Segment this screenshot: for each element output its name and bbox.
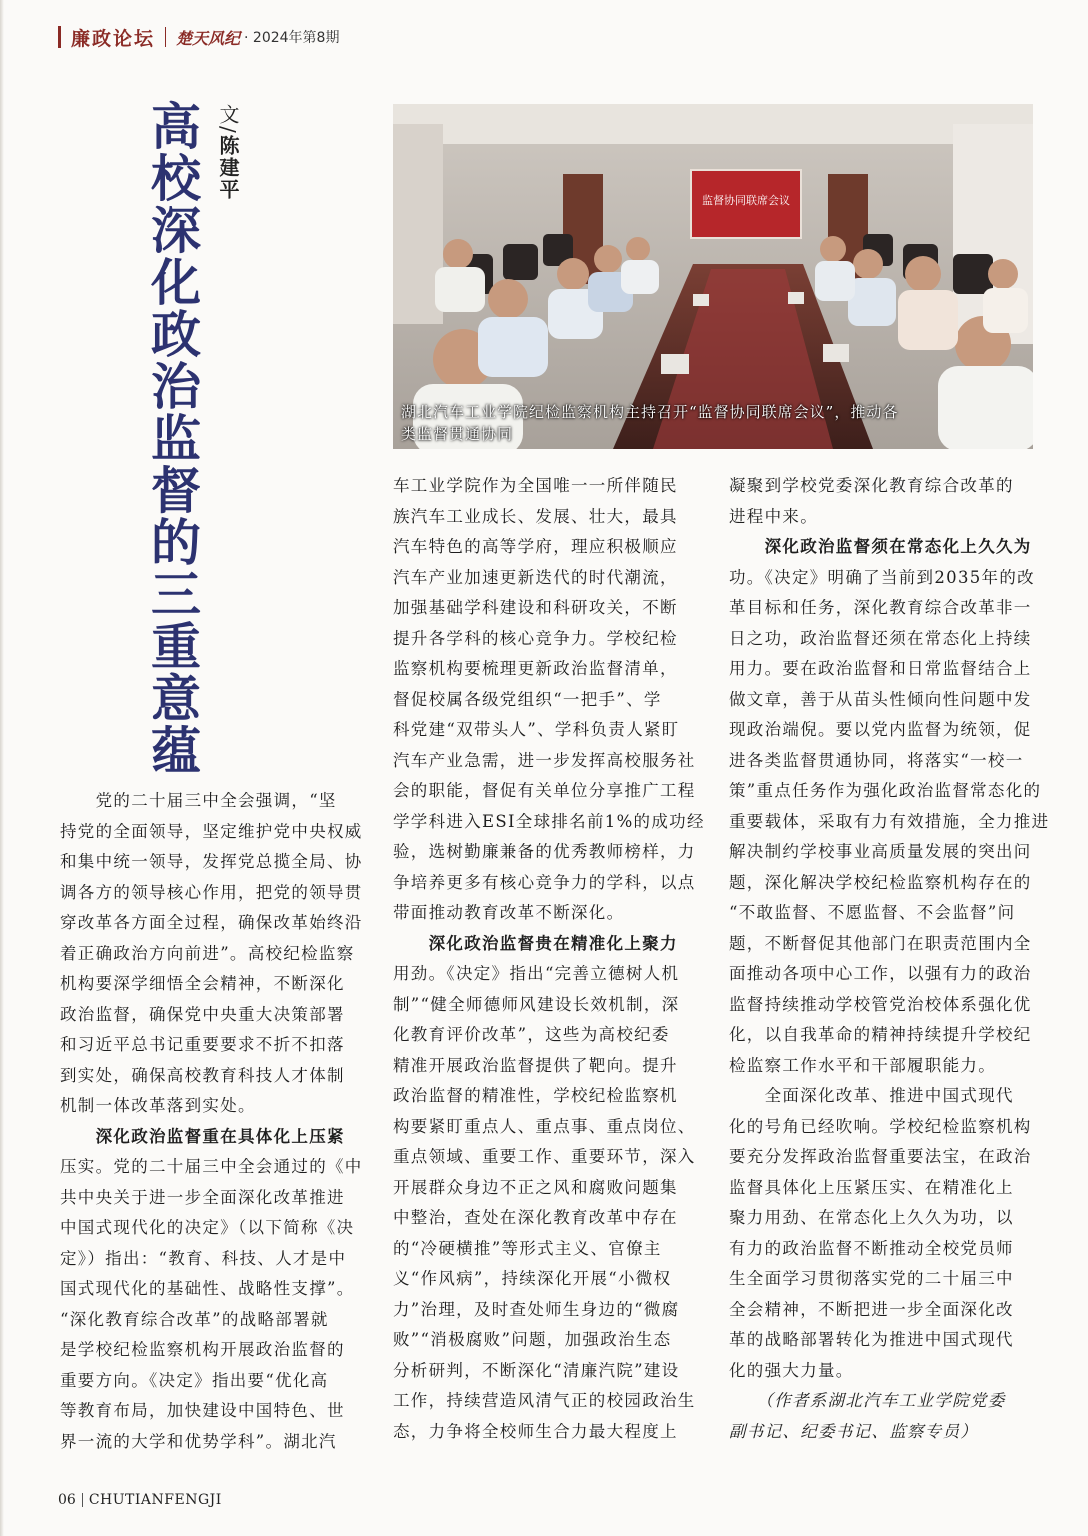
body-line: 到实处，确保高校教育科技人才体制 [60,1065,345,1085]
body-line: 是学校纪检监察机构开展政治监督的 [60,1340,345,1359]
body-line: “深化教育综合改革”的战略部署就 [60,1309,329,1329]
page-spine-shadow [0,0,4,1536]
body-line: 着正确政治方向前进”。高校纪检监察 [60,943,355,963]
header-separator [165,27,166,47]
footer-separator [82,1493,83,1507]
body-line: 功。《决定》明确了当前到2035年的改 [729,567,1035,587]
body-line: 科党建“双带头人”、学科负责人紧盯 [393,720,680,739]
body-line: 中整治，查处在深化教育改革中存在 [393,1208,678,1227]
body-line: 进各类监督贯通协同，将落实“一校一 [729,750,1024,770]
author-byline [214,104,243,201]
page-number: 06 [58,1492,76,1508]
body-line: 机制一体改革落到实处。 [60,1096,256,1115]
body-line: 题，深化解决学校纪检监察机构存在的 [729,872,1032,892]
body-line: 车工业学院作为全国唯一一所伴随民 [393,476,678,495]
body-line: 日之功，政治监督还须在常态化上持续 [729,628,1032,648]
meeting-photo [393,104,1033,449]
banner-text: 监督协同联席会议 [702,194,790,207]
body-line: 汽车产业急需，进一步发挥高校服务社 [393,750,696,770]
author-prefix: 文/ [216,104,240,135]
body-line: 学学科进入ESI全球排名前1%的成功经 [393,811,705,831]
body-line: 的“冷硬横推”等形式主义、官僚主 [393,1238,662,1258]
body-line: “不敢监督、不愿监督、不会监督”问 [729,903,1016,922]
page-footer [58,1492,222,1508]
body-line: 界一流的大学和优势学科”。湖北汽 [60,1431,337,1451]
author-note-line: 副书记、纪委书记、监察专员） [729,1421,979,1441]
body-line: 中国式现代化的决定》（以下简称《决 [60,1218,355,1237]
body-line: 面推动各项中心工作，以强有力的政治 [729,964,1032,983]
body-line: 政治监督的精准性，学校纪检监察机 [393,1086,678,1105]
section-heading-line: 深化政治监督须在常态化上久久为 [729,537,1032,556]
body-line: 调各方的领导核心作用，把党的领导贯 [60,882,363,902]
body-line: 用劲。《决定》指出“完善立德树人机 [393,964,680,983]
body-line: 有力的政治监督不断推动全校党员师 [729,1238,1014,1258]
body-line: 态，力争将全校师生合力最大程度上 [393,1421,678,1441]
body-line: 穿改革各方面全过程，确保改革始终沿 [60,913,363,932]
body-line: 化教育评价改革”，这些为高校纪委 [393,1025,670,1044]
body-line: 加强基础学科建设和科研攻关，不断 [393,598,678,617]
photo-caption-line: 湖北汽车工业学院纪检监察机构主持召开“监督协同联席会议”，推动各 [401,403,899,421]
body-line: 监督具体化上压紧压实、在精准化上 [729,1177,1014,1197]
text-column-2 [393,471,703,1447]
body-line: 汽车特色的高等学府，理应积极顺应 [393,537,678,556]
body-line: 等教育布局，加快建设中国特色、世 [60,1401,345,1420]
body-line: 精准开展政治监督提供了靶向。提升 [393,1055,678,1075]
body-line: 化，以自我革命的精神持续提升学校纪 [729,1025,1032,1044]
body-line: 构要紧盯重点人、重点事、重点岗位、 [393,1116,696,1136]
text-column-3 [729,471,1050,1447]
body-line: 败”“消极腐败”问题，加强政治生态 [393,1330,672,1349]
body-line: 族汽车工业成长、发展、壮大，最具 [393,506,678,526]
body-line: 革的战略部署转化为推进中国式现代 [729,1330,1014,1349]
body-line: 全会精神，不断把进一步全面深化改 [729,1299,1014,1319]
photo-caption [393,397,1033,449]
issue-label: · 2024年第8期 [244,30,340,46]
text-column-1 [60,786,370,1457]
body-line: 持党的全面领导，坚定维护党中央权威 [60,821,363,841]
body-line: 义“作风病”，持续深化开展“小微权 [393,1269,672,1288]
body-line: 分析研判，不断深化“清廉汽院”建设 [393,1360,680,1380]
header-accent-bar [58,26,61,48]
page-header [58,22,339,52]
body-line: 检监察工作水平和干部履职能力。 [729,1055,996,1075]
section-heading-line: 深化政治监督重在具体化上压紧 [60,1126,345,1146]
body-line: 机构要深学细悟全会精神，不断深化 [60,974,345,993]
body-line: 生全面学习贯彻落实党的二十届三中 [729,1269,1014,1288]
body-line: 聚力用劲、在常态化上久久为功，以 [729,1208,1014,1227]
body-line: 提升各学科的核心竞争力。学校纪检 [393,628,678,648]
body-line: 化的号角已经吹响。学校纪检监察机构 [729,1116,1032,1136]
body-line: 重点领域、重要工作、重要环节，深入 [393,1147,696,1166]
body-line: 要充分发挥政治监督重要法宝，在政治 [729,1147,1032,1166]
body-line: 会的职能，督促有关单位分享推广工程 [393,781,696,800]
body-line: 开展群众身边不正之风和腐败问题集 [393,1177,678,1197]
body-line: 督促校属各级党组织“一把手”、学 [393,689,662,709]
article-title: 高校深化政治监督的三重意蕴 [143,100,202,776]
body-line: 带面推动教育改革不断深化。 [393,903,625,922]
body-line: 验，选树勤廉兼备的优秀教师榜样，力 [393,842,696,861]
body-line: 工作，持续营造风清气正的校园政治生 [393,1391,696,1410]
body-line: 压实。党的二十届三中全会通过的《中 [60,1157,363,1176]
body-line: 凝聚到学校党委深化教育综合改革的 [729,476,1014,495]
body-line: 政治监督，确保党中央重大决策部署 [60,1004,345,1024]
body-line: 革目标和任务，深化教育综合改革非一 [729,598,1032,617]
body-line: 用力。要在政治监督和日常监督结合上 [729,659,1032,678]
body-line: 力”治理，及时查处师生身边的“微腐 [393,1299,680,1319]
author-name: 陈建平 [216,134,240,201]
magazine-logo: 楚天风纪 [176,28,241,48]
body-line: 汽车产业加速更新迭代的时代潮流， [393,567,678,587]
body-line: 监督持续推动学校管党治校体系强化优 [729,994,1032,1014]
body-line: 国式现代化的基础性、战略性支撑”。 [60,1279,355,1298]
body-line: 策”重点任务作为强化政治监督常态化的 [729,781,1042,800]
body-line: 重要载体，采取有力有效措施，全力推进 [729,811,1050,831]
body-line: 共中央关于进一步全面深化改革推进 [60,1187,345,1207]
body-line: 重要方向。《决定》指出要“优化高 [60,1370,329,1390]
body-line: 化的强大力量。 [729,1360,854,1380]
body-line: 现政治端倪。要以党内监督为统领，促 [729,720,1032,739]
column-name: 廉政论坛 [71,27,156,50]
body-line: 全面深化改革、推进中国式现代 [729,1086,1014,1105]
photo-caption-line: 类监督贯通协同 [401,425,514,443]
body-line: 制”“健全师德师风建设长效机制，深 [393,994,680,1014]
body-line: 定》）指出：“教育、科技、人才是中 [60,1248,347,1268]
body-line: 党的二十届三中全会强调，“坚 [60,791,337,810]
body-line: 进程中来。 [729,506,818,526]
body-line: 监察机构要梳理更新政治监督清单， [393,659,678,678]
body-line: 和习近平总书记重要要求不折不扣落 [60,1035,345,1054]
section-heading-line: 深化政治监督贵在精准化上聚力 [393,933,678,953]
body-line: 题，不断督促其他部门在职责范围内全 [729,933,1032,953]
body-line: 和集中统一领导，发挥党总揽全局、协 [60,852,363,871]
magazine-pinyin: CHUTIANFENGJI [88,1492,222,1508]
body-line: 做文章，善于从苗头性倾向性问题中发 [729,689,1032,709]
body-line: 争培养更多有核心竞争力的学科，以点 [393,872,696,892]
author-note-line: （作者系湖北汽车工业学院党委 [729,1391,1006,1410]
body-line: 解决制约学校事业高质量发展的突出问 [729,842,1032,861]
